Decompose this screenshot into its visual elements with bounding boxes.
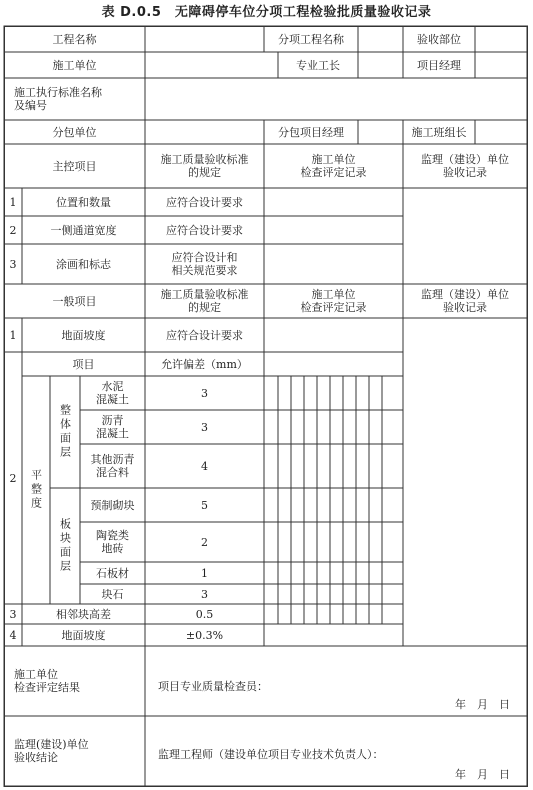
- main-spec-header: 施工质量验收标准 的规定: [160, 153, 249, 179]
- flatness-row-value: 3: [201, 386, 208, 400]
- flatness-row-value: 1: [201, 566, 208, 580]
- ground-slope-label: 地面坡度: [61, 628, 106, 642]
- flatness-no: 2: [9, 471, 17, 485]
- project-manager-value[interactable]: [475, 52, 527, 78]
- standard-name-value[interactable]: [145, 78, 527, 120]
- acceptance-part-label: 验收部位: [417, 32, 461, 46]
- ground-slope-value: ±0.3%: [185, 628, 224, 642]
- flatness-row-value: 5: [201, 498, 208, 512]
- general-row-item: 地面坡度: [61, 328, 106, 342]
- subcontractor-label: 分包单位: [52, 125, 97, 139]
- supervising-engineer-label[interactable]: 监理工程师（建设单位项目专业技术负责人）：: [158, 747, 384, 761]
- acceptance-part-value[interactable]: [475, 26, 527, 52]
- general-row-spec: 应符合设计要求: [166, 328, 243, 342]
- flatness-row-name: 其他沥青 混合料: [90, 453, 135, 479]
- main-items-label: 主控项目: [52, 159, 97, 173]
- general-row-no: 4: [9, 628, 17, 642]
- general-check-header: 施工单位 检查评定记录: [300, 288, 367, 314]
- project-manager-label: 项目经理: [417, 58, 461, 72]
- flatness-row-name: 沥青 混凝土: [96, 414, 129, 440]
- main-row-no: 3: [9, 257, 17, 271]
- standard-name-label: 施工执行标准名称 及编号: [14, 86, 102, 112]
- sub-project-manager-label: 分包项目经理: [278, 125, 344, 139]
- main-row-spec: 应符合设计和 相关规范要求: [171, 251, 238, 277]
- sub-project-name-label: 分项工程名称: [278, 32, 344, 46]
- team-leader-label: 施工班组长: [411, 125, 467, 139]
- general-row-no: 1: [9, 328, 17, 342]
- sub-project-manager-value[interactable]: [358, 120, 403, 144]
- professional-foreman-label: 专业工长: [296, 58, 340, 72]
- main-row-no: 1: [9, 195, 17, 209]
- construction-date[interactable]: 年 月 日: [455, 697, 510, 711]
- block-surface-label: 板块面层: [58, 518, 72, 574]
- flatness-row-name: 预制砌块: [90, 498, 135, 512]
- main-row-spec: 应符合设计要求: [166, 223, 243, 237]
- adjacent-height-diff-value: 0.5: [195, 607, 214, 621]
- team-leader-value[interactable]: [475, 120, 527, 144]
- main-row-no: 2: [9, 223, 17, 237]
- main-supervision-header: 监理（建设）单位 验收记录: [421, 153, 509, 179]
- monolithic-surface-label: 整体面层: [58, 404, 72, 460]
- supervision-conclusion-label: 监理(建设)单位 验收结论: [14, 738, 89, 764]
- general-items-label: 一般项目: [52, 294, 97, 308]
- main-row-item: 位置和数量: [56, 195, 111, 209]
- construction-result-label: 施工单位 检查评定结果: [14, 668, 80, 694]
- flatness-row-name: 块石: [101, 587, 124, 601]
- flatness-row-value: 3: [201, 420, 208, 434]
- project-name-label: 工程名称: [52, 32, 97, 46]
- construction-unit-value[interactable]: [145, 52, 278, 78]
- adjacent-height-diff-label: 相邻块高差: [56, 607, 111, 621]
- main-row-spec: 应符合设计要求: [166, 195, 243, 209]
- quality-inspector-label[interactable]: 项目专业质量检查员：: [158, 679, 268, 693]
- general-supervision-header: 监理（建设）单位 验收记录: [421, 288, 509, 314]
- flatness-row-name: 水泥 混凝土: [96, 380, 129, 406]
- flatness-row-name: 石板材: [96, 566, 129, 580]
- main-row-item: 一侧通道宽度: [50, 223, 117, 237]
- item-header: 项目: [72, 357, 95, 371]
- subcontractor-value[interactable]: [145, 120, 264, 144]
- flatness-row-value: 2: [201, 535, 208, 549]
- flatness-row-name: 陶瓷类 地砖: [96, 529, 129, 555]
- form-title: 表 D.0.5 无障碍停车位分项工程检验批质量验收记录: [101, 5, 432, 20]
- flatness-row-value: 4: [201, 459, 208, 473]
- sub-project-name-value[interactable]: [358, 26, 403, 52]
- construction-unit-label: 施工单位: [52, 58, 97, 72]
- project-name-value[interactable]: [145, 26, 264, 52]
- supervision-date[interactable]: 年 月 日: [455, 767, 510, 781]
- tolerance-header: 允许偏差（mm）: [161, 357, 248, 371]
- general-spec-header: 施工质量验收标准 的规定: [160, 288, 249, 314]
- main-check-header: 施工单位 检查评定记录: [300, 153, 367, 179]
- main-row-item: 涂画和标志: [56, 257, 111, 271]
- flatness-row-value: 3: [201, 587, 208, 601]
- flatness-label: 平整度: [29, 469, 43, 511]
- professional-foreman-value[interactable]: [358, 52, 403, 78]
- general-row-no: 3: [9, 607, 17, 621]
